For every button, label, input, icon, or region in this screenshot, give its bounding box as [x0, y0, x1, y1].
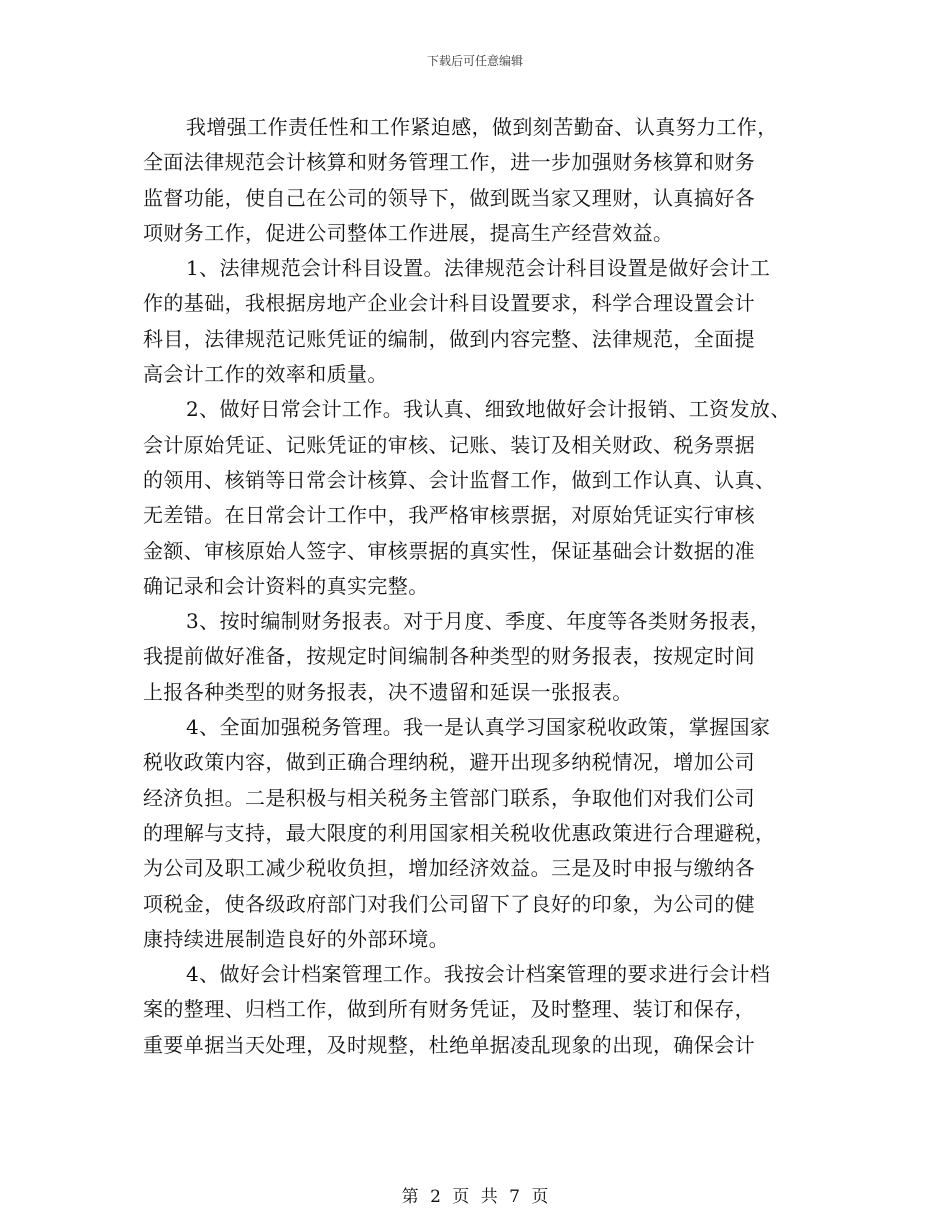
text-line: 我提前做好准备，按规定时间编制各种类型的财务报表，按规定时间: [143, 644, 755, 669]
text-line: 我增强工作责任性和工作紧迫感，做到刻苦勤奋、认真努力工作，: [186, 115, 778, 139]
page-footer: 第 2 页 共 7 页: [401, 1187, 549, 1207]
text-line: 1、法律规范会计科目设置。法律规范会计科目设置是做好会计工: [186, 256, 771, 281]
text-line: 3、按时编制财务报表。对于月度、季度、年度等各类财务报表，: [186, 609, 771, 634]
text-line: 上报各种类型的财务报表，决不遗留和延误一张报表。: [143, 679, 633, 704]
paragraph: [143, 392, 823, 604]
paragraph: [143, 710, 823, 957]
text-line: 4、全面加强税务管理。我一是认真学习国家税收政策，掌握国家: [186, 715, 771, 740]
text-line: 监督功能，使自己在公司的领导下，做到既当家又理财，认真搞好各: [143, 185, 755, 210]
text-line: 作的基础，我根据房地产企业会计科目设置要求，科学合理设置会计: [143, 291, 755, 316]
text-line: 全面法律规范会计核算和财务管理工作，进一步加强财务核算和财务: [143, 150, 755, 175]
text-line: 的领用、核销等日常会计核算、会计监督工作，做到工作认真、认真、: [143, 467, 776, 492]
paragraph: [143, 251, 823, 392]
text-line: 无差错。在日常会计工作中，我严格审核票据，对原始凭证实行审核: [143, 503, 755, 528]
text-line: 重要单据当天处理，及时规整，杜绝单据凌乱现象的出现，确保会计: [143, 1032, 755, 1057]
text-line: 会计原始凭证、记账凭证的审核、记账、装订及相关财政、税务票据: [143, 432, 755, 457]
text-line: 高会计工作的效率和质量。: [143, 362, 388, 387]
text-line: 确记录和会计资料的真实完整。: [143, 573, 429, 598]
document-body: [143, 110, 823, 1063]
paragraph: [143, 604, 823, 710]
text-line: 项财务工作，促进公司整体工作进展，提高生产经营效益。: [143, 220, 674, 245]
text-line: 项税金，使各级政府部门对我们公司留下了良好的印象，为公司的健: [143, 891, 755, 916]
text-line: 为公司及职工减少税收负担，增加经济效益。三是及时申报与缴纳各: [143, 856, 755, 881]
paragraph: [143, 110, 823, 251]
text-line: 经济负担。二是积极与相关税务主管部门联系，争取他们对我们公司: [143, 785, 755, 810]
text-line: 康持续进展制造良好的外部环境。: [143, 926, 449, 951]
text-line: 4、做好会计档案管理工作。我按会计档案管理的要求进行会计档: [186, 962, 771, 987]
text-line: 案的整理、归档工作，做到所有财务凭证，及时整理、装订和保存，: [143, 997, 755, 1022]
text-line: 科目，法律规范记账凭证的编制，做到内容完整、法律规范，全面提: [143, 326, 755, 351]
text-line: 2、做好日常会计工作。我认真、细致地做好会计报销、工资发放、: [186, 397, 791, 422]
paragraph: [143, 957, 823, 1063]
text-line: 税收政策内容，做到正确合理纳税，避开出现多纳税情况，增加公司: [143, 750, 755, 775]
text-line: 金额、审核原始人签字、审核票据的真实性，保证基础会计数据的准: [143, 538, 755, 563]
page-header: 下载后可任意编辑: [426, 54, 523, 68]
text-line: 的理解与支持，最大限度的利用国家相关税收优惠政策进行合理避税，: [143, 820, 776, 845]
